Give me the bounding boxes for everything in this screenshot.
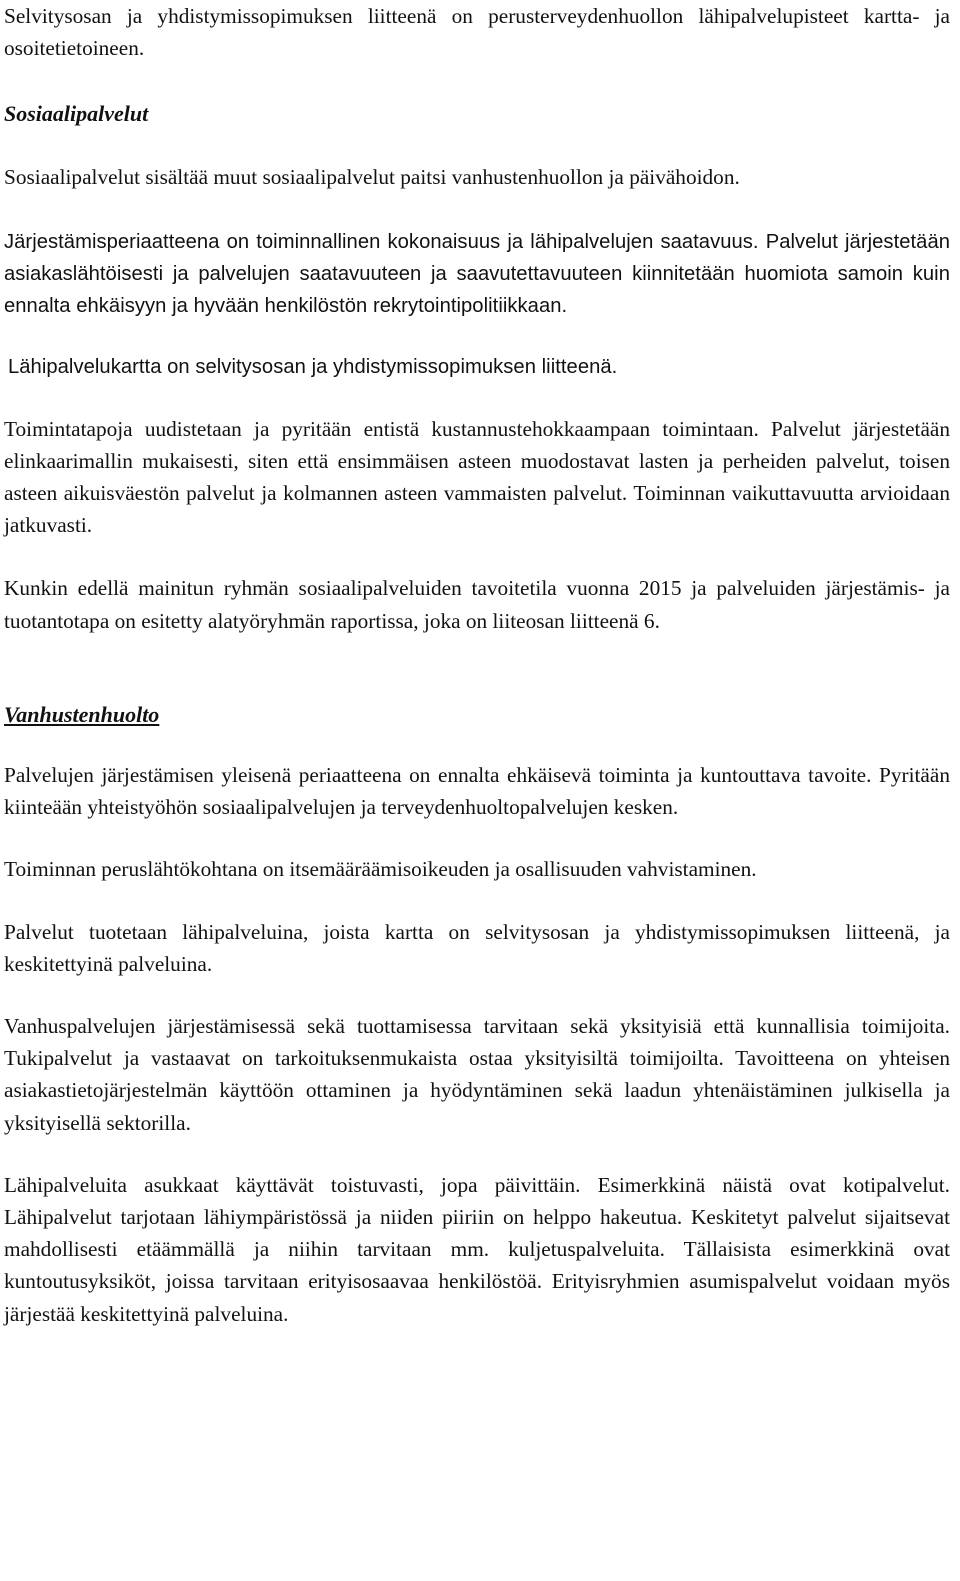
- spacer: [4, 823, 950, 853]
- spacer: [4, 384, 950, 413]
- spacer: [4, 131, 950, 161]
- social-paragraph-5: Kunkin edellä mainitun ryhmän sosiaalipalveluiden tavoitetila vuonna 2015 ja palveluiden järjestämis- ja tuotantotapa on esitetty alatyöryhmän raportissa, joka on liiteosan liitteenä 6.: [4, 576, 950, 633]
- section-heading-sosiaalipalvelut: Sosiaalipalvelut: [4, 101, 149, 127]
- document-page: [4, 0, 950, 1330]
- elderly-paragraph-1: Palvelujen järjestämisen yleisenä periaatteena on ennalta ehkäisevä toiminta ja kuntouttava tavoite. Pyritään kiinteään yhteistyöhön sosiaalipalvelujen ja terveydenhuoltopalvelujen kesken.: [4, 763, 950, 820]
- social-paragraph-2: Järjestämisperiaatteena on toiminnallinen kokonaisuus ja lähipalvelujen saatavuus. Palvelut järjestetään asiakaslähtöisesti ja palvelujen saatavuuteen ja saavutettavuuteen kiinnitetään huomiota samoin kuin ennalta ehkäisyyn ja hyvään henkilöstön rekrytointipolitiikkaan.: [4, 230, 950, 318]
- social-paragraph-3: Lähipalvelukartta on selvitysosan ja yhdistymissopimuksen liitteenä.: [8, 356, 618, 379]
- spacer: [4, 193, 950, 226]
- spacer: [4, 637, 950, 699]
- social-paragraph-1: Sosiaalipalvelut sisältää muut sosiaalipalvelut paitsi vanhustenhuollon ja päivähoidon.: [4, 164, 740, 189]
- section-heading-vanhustenhuolto: Vanhustenhuolto: [4, 701, 160, 727]
- elderly-paragraph-3: Palvelut tuotetaan lähipalveluina, joista kartta on selvitysosan ja yhdistymissopimuksen liitteenä, ja keskitettyinä palveluina.: [4, 919, 950, 976]
- spacer: [4, 322, 950, 351]
- spacer: [4, 886, 950, 916]
- spacer: [4, 1139, 950, 1169]
- intro-paragraph: Selvitysosan ja yhdistymissopimuksen liitteenä on perusterveydenhuollon lähipalvelupisteet kartta- ja osoitetietoineen.: [4, 4, 950, 61]
- social-paragraph-4: Toimintatapoja uudistetaan ja pyritään entistä kustannustehokkaampaan toimintaan. Palvelut järjestetään elinkaarimallin mukaisesti, siten että ensimmäisen asteen muodostavat lasten ja perheiden palvelut, toisen asteen aikuisväestön palvelut ja kolmannen asteen vammaisten palvelut. Toiminnan vaikuttavuutta arvioidaan jatkuvasti.: [4, 416, 950, 538]
- spacer: [4, 64, 950, 98]
- spacer: [4, 731, 950, 759]
- spacer: [4, 980, 950, 1010]
- elderly-paragraph-4: Vanhuspalvelujen järjestämisessä sekä tuottamisessa tarvitaan sekä yksityisiä että kunnallisia toimijoita. Tukipalvelut ja vastaavat on tarkoituksenmukaista ostaa yksityisiltä toimijoilta. Tavoitteena on yhteisen asiakastietojärjestelmän käyttöön ottaminen ja hyödyntäminen sekä laadun yhtenäistäminen julkisella ja yksityisellä sektorilla.: [4, 1014, 950, 1135]
- elderly-paragraph-2: Toiminnan peruslähtökohtana on itsemääräämisoikeuden ja osallisuuden vahvistaminen.: [4, 857, 757, 882]
- elderly-paragraph-5: Lähipalveluita asukkaat käyttävät toistuvasti, jopa päivittäin. Esimerkkinä näistä ovat kotipalvelut. Lähipalvelut tarjotaan lähiympäristössä ja niiden piiriin on helppo hakeutua. Keskitetyt palvelut sijaitsevat mahdollisesti etäämmällä ja niihin tarvitaan mm. kuljetuspalveluita. Tällaisista esimerkkinä ovat kuntoutusyksiköt, joissa tarvitaan erityisosaavaa henkilöstöä. Erityisryhmien asumispalvelut voidaan myös järjestää keskitettyinä palveluina.: [4, 1172, 950, 1326]
- spacer: [4, 541, 950, 572]
